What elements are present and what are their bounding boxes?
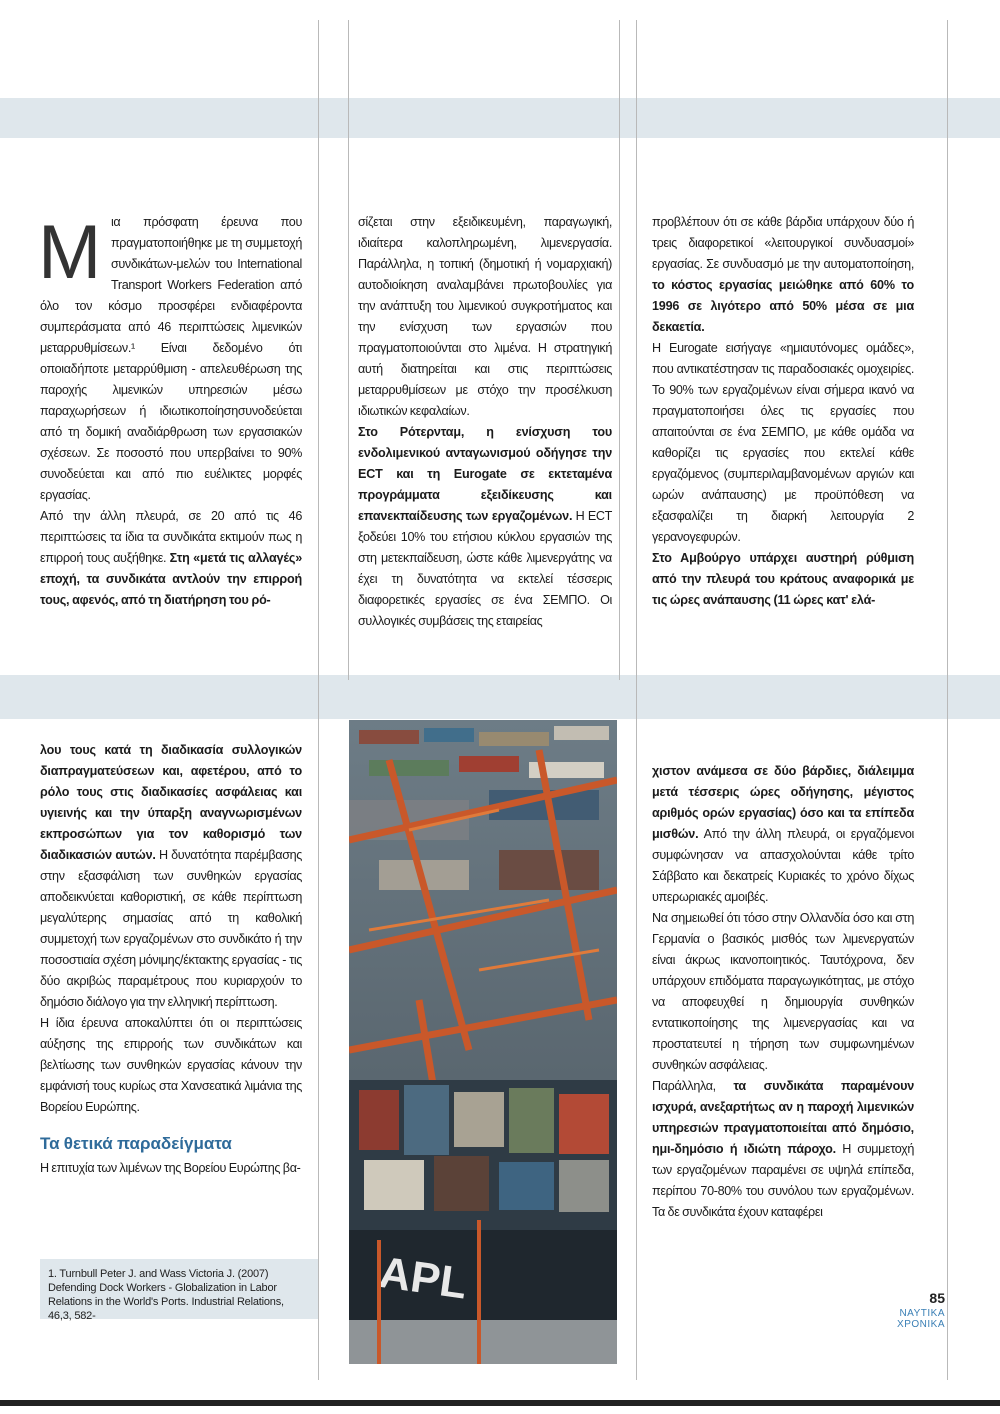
- article-column-1-top: [40, 212, 302, 611]
- paragraph: Η συμμετοχή των εργαζομένων παραμένει σε υψηλά επίπεδα, περίπου 70-80% του συνόλου των εργαζομένων. Τα δε συνδικάτα έχουν καταφέρει: [652, 1142, 915, 1219]
- section-subheading: Τα θετικά παραδείγματα: [40, 1134, 232, 1153]
- page-number: 85: [929, 1290, 945, 1306]
- paragraph: Η επιτυχία των λιμένων της Βορείου Ευρώπης βα-: [40, 1161, 301, 1175]
- bold-text: τα συνδικάτα παραμένουν ισχυρά, ανεξαρτήτως αν η παροχή λιμενικών υπηρεσιών πραγματοποιείται από δημόσιο, ημι-δημόσιο ή ιδιώτη πάροχο.: [652, 1079, 914, 1156]
- magazine-name: [860, 1308, 945, 1330]
- article-column-3-top: [652, 212, 914, 611]
- column-rule-mid-right: [619, 20, 620, 680]
- article-column-2-top: [358, 212, 612, 632]
- magazine-name-line: ΧΡΟΝΙΚΑ: [897, 1319, 945, 1330]
- magazine-name-line: ΝΑΥΤΙΚΑ: [899, 1308, 945, 1319]
- paragraph: Η δυνατότητα παρέμβασης στην εξασφάλιση των συνθηκών εργασίας αποδεικνύεται καθοριστική, σε κάθε περίπτωση μεγαλύτερης σημασίας από τη καθολική συμμετοχή των εργαζομένων στο συνδικάτο ή την ποσοστιαία σχέση μόνιμης/έκτακτης εργασίας - τις δύο ακριβώς παραμέτρους που κυριαρχούν το δημόσιο διάλογο για την ελληνική περίπτωση.: [40, 848, 302, 1009]
- ship-lettering: APL: [376, 1247, 471, 1309]
- article-column-1-bottom: [40, 740, 302, 1179]
- paragraph: Από την άλλη πλευρά, οι εργαζόμενοι συμφώνησαν να απασχολούνται κάθε τρίτο Σάββατο και δεκατρείς Κυριακές το χρόνο δίχως υπερωριακές αμοιβές.: [652, 827, 914, 904]
- paragraph: Από την άλλη πλευρά, σε 20 από τις 46 περιπτώσεις τα ίδια τα συνδικάτα εκτιμούν πως η επιρροή τους αυξήθηκε.: [40, 509, 302, 565]
- column-rule-right: [636, 20, 637, 1380]
- top-band: [0, 98, 1000, 138]
- bold-text: Στο Ρότερνταμ, η ενίσχυση του ενδολιμενικού ανταγωνισμού οδήγησε την ECT και τη Eurogate σε εκτεταμένα προγράμματα εξειδίκευσης και επανεκπαίδευσης των εργαζομένων.: [358, 425, 612, 523]
- bottom-edge: [0, 1400, 1000, 1406]
- bold-text: χιστον ανάμεσα σε δύο βάρδιες, διάλειμμα μετά τέσσερις ώρες οδήγησης, μέγιστος αριθμός ορών εργασίας) όσο και τα επίπεδα μισθών.: [652, 764, 914, 841]
- container-port-photo: [349, 720, 617, 1364]
- bold-text: λου τους κατά τη διαδικασία συλλογικών διαπραγματεύσεων και, αφετέρου, από το ρόλο τους στις διαδικασίες ασφάλειας και υγιεινής και την ύπαρξη αναγνωρισμένων εκπροσώπων για τον καθορισμό των διαδικασιών αυτών.: [40, 743, 302, 862]
- port-illustration: [349, 720, 617, 1364]
- middle-band: [0, 675, 1000, 719]
- bold-text: Στο Αμβούργο υπάρχει αυστηρή ρύθμιση από την πλευρά του κράτους αναφορικά με τις ώρες ανάπαυσης (11 ώρες κατ' ελά-: [652, 551, 914, 607]
- paragraph: σίζεται στην εξειδικευμένη, παραγωγική, ιδιαίτερα καλοπληρωμένη, λιμενεργασία. Παράλληλα, η τοπική (δημοτική ή νομαρχιακή) αυτοδιοίκηση αναλαμβάνει πρωτοβουλίες για την ανάπτυξη του λιμενικού συγκροτήματος και την ενίσχυση των εργασιών που πραγματοποιούνται στο λιμένα. Η στρατηγική αυτή διατηρείται και στις περιπτώσεις μεταρρυθμίσεων με στόχο την προσέλκυση ιδιωτικών κεφαλαίων.: [358, 215, 612, 418]
- paragraph: προβλέπουν ότι σε κάθε βάρδια υπάρχουν δύο ή τρεις διαφορετικοί «λειτουργικοί συνδυασμοί» εργασίας. Σε συνδυασμό με την αυτοματοποίηση,: [652, 215, 914, 271]
- column-rule-mid-left: [348, 20, 349, 680]
- paragraph: Η Eurogate εισήγαγε «ημιαυτόνομες ομάδες», που αντικατέστησαν τις παραδοσιακές ομοχειρίες. Το 90% των εργαζομένων είναι σήμερα ικανό να πραγματοποιήσει όλες τις εργασίες που απαιτούνται σε ένα ΣΕΜΠΟ, με κάθε ομάδα να καθορίζει τις εργασίες που εκτελεί κάθε εργαζόμενος (συμπεριλαμβανομένων αργιών και ωρών ανάπαυσης) με προϋπόθεση να εξασφαλίζει τη διαρκή λειτουργία 2 γερανογεφυρών.: [652, 341, 914, 544]
- paragraph: Παράλληλα,: [652, 1079, 734, 1093]
- bold-text: το κόστος εργασίας μειώθηκε από 60% το 1996 σε λιγότερο από 50% μέσα σε μια δεκαετία.: [652, 278, 914, 334]
- footnote: 1. Turnbull Peter J. and Wass Victoria J. (2007) Defending Dock Workers - Globalization in Labor Relations in the World's Ports. Industrial Relations, 46,3, 582-: [40, 1259, 318, 1319]
- column-rule-left: [318, 20, 319, 1380]
- article-column-3-bottom: [652, 761, 914, 1223]
- paragraph: Η ίδια έρευνα αποκαλύπτει ότι οι περιπτώσεις αύξησης της επιρροής των συνδικάτων και βελτίωσης των συνθηκών εργασίας κάνουν την εμφάνισή τους κυρίως στα Χανσεατικά λιμάνια της Βορείου Ευρώπης.: [40, 1016, 302, 1114]
- drop-cap: Μ: [38, 210, 101, 295]
- paragraph: Να σημειωθεί ότι τόσο στην Ολλανδία όσο και στη Γερμανία ο βασικός μισθός των λιμενεργατών είναι άκρως ικανοποιητικός. Ταυτόχρονα, δεν υπάρχουν επιδόματα παραγωγικότητας, με στόχο να αποφευχθεί η δημιουργία συνθηκών εντατικοποίησης της λιμενεργασίας και να προστατευτεί η τήρηση των συμφωνημένων συνθηκών ασφάλειας.: [652, 911, 914, 1072]
- paragraph: Η ECT ξοδεύει 10% του ετήσιου κύκλου εργασιών της στη μετεκπαίδευση, ώστε κάθε λιμενεργάτης να έχει τη δυνατότητα να εκτελεί τέσσερις διαφορετικές εργασίες σε ένα ΣΕΜΠΟ. Οι συλλογικές συμβάσεις της εταιρείας: [358, 509, 612, 628]
- column-rule-outer: [947, 20, 948, 1380]
- bold-text: Στη «μετά τις αλλαγές» εποχή, τα συνδικάτα αντλούν την επιρροή τους, αφενός, από τη διατήρηση του ρό-: [40, 551, 303, 607]
- paragraph: ια πρόσφατη έρευνα που πραγματοποιήθηκε με τη συμμετοχή συνδικάτων-μελών του International Transport Workers Federation από όλο τον κόσμο προσφέρει ενδιαφέροντα συμπεράσματα από 46 περιπτώσεις λιμενικών μεταρρυθμίσεων.¹ Είναι δεδομένο ότι οποιαδήποτε μεταρρύθμιση - απελευθέρωση της παροχής λιμενικών υπηρεσιών μέσω παραχωρήσεων ή ιδιωτικοποίησησυνοδεύεται από τη δομική αναδιάρθρωση των εργασιακών σχέσεων. Σε ποσοστό που υπερβαίνει το 90% συνοδεύεται και από πιο ευέλικτες μορφές εργασίας.: [40, 215, 302, 502]
